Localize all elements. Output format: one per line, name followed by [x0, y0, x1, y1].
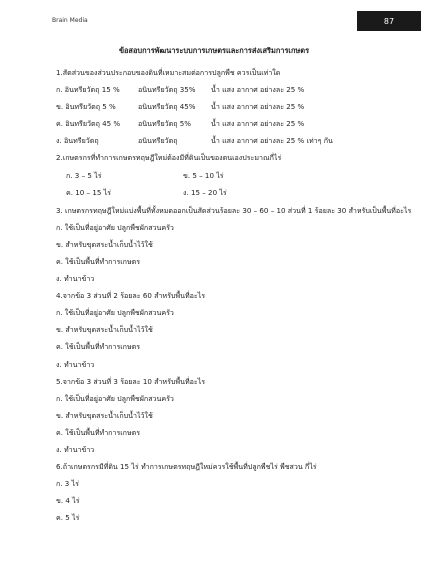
q5-option-c: ค. ใช้เป็นพื้นที่ทำการเกษตร: [56, 427, 141, 437]
option-col-2: อนินทรียวัตถุ: [138, 136, 178, 146]
q4-option-d: ง. ทำนาข้าว: [56, 359, 95, 369]
q2-option-a: ก. 3 – 5 ไร่: [66, 170, 102, 180]
option-col-3: น้ำ แสง อากาศ อย่างละ 25 %: [211, 119, 305, 129]
q4-option-c: ค. ใช้เป็นพื้นที่ทำการเกษตร: [56, 342, 141, 352]
option-col-3: น้ำ แสง อากาศ อย่างละ 25 %: [211, 85, 305, 95]
option-col-3: น้ำ แสง อากาศ อย่างละ 25 % เท่าๆ กัน: [211, 136, 333, 146]
option-col-3: น้ำ แสง อากาศ อย่างละ 25 %: [211, 102, 305, 112]
q3-option-d: ง. ทำนาข้าว: [56, 274, 95, 284]
question-4: 4.จากข้อ 3 ส่วนที่ 2 ร้อยละ 60 สำหรับพื้นที่อะไร: [56, 291, 206, 301]
question-2: 2.เกษตรกรที่ทำการเกษตรทฤษฎีใหม่ต้องมีที่ดินเป็นของตนเองประมาณกี่ไร่: [56, 153, 282, 163]
q3-option-a: ก. ใช้เป็นที่อยู่อาศัย ปลูกพืชผักสวนครัว: [56, 222, 174, 232]
q2-options-row-2: [56, 187, 416, 199]
q5-option-d: ง. ทำนาข้าว: [56, 444, 95, 454]
q3-option-b: ข. สำหรับขุดสระน้ำเก็บน้ำไว้ใช้: [56, 239, 153, 249]
q2-option-b: ข. 5 – 10 ไร่: [183, 170, 224, 180]
q4-option-b: ข. สำหรับขุดสระน้ำเก็บน้ำไว้ใช้: [56, 325, 153, 335]
option-col-1: ค. อินทรียวัตถุ 45 %: [56, 119, 121, 129]
question-5: 5.จากข้อ 3 ส่วนที่ 3 ร้อยละ 10 สำหรับพื้นที่อะไร: [56, 376, 206, 386]
option-col-1: ง. อินทรียวัตถุ: [56, 136, 99, 146]
question-3: 3. เกษตรกรทฤษฎีใหม่แบ่งพื้นที่ทั้งหมดออกเป็นสัดส่วนร้อยละ 30 – 60 – 10 ส่วนที่ 1 ร้อยละ 30 สำหรับเป็นพื้นที่อะไร: [56, 205, 412, 215]
q6-option-b: ข. 4 ไร่: [56, 496, 80, 506]
q1-option-b: [56, 101, 416, 113]
q5-option-a: ก. ใช้เป็นที่อยู่อาศัย ปลูกพืชผักสวนครัว: [56, 393, 174, 403]
option-col-1: ข. อินทรียวัตถุ 5 %: [56, 102, 116, 112]
q5-option-b: ข. สำหรับขุดสระน้ำเก็บน้ำไว้ใช้: [56, 410, 153, 420]
q2-option-d: ง. 15 – 20 ไร่: [183, 187, 227, 197]
question-1: 1.สัดส่วนของส่วนประกอบของดินที่เหมาะสมต่อการปลูกพืช ควรเป็นเท่าใด: [56, 68, 281, 77]
option-col-1: ก. อินทรียวัตถุ 15 %: [56, 85, 120, 95]
header-label: Brain Media: [52, 17, 88, 24]
option-col-2: อนินทรียวัตถุ 45%: [138, 102, 196, 112]
q2-options-row-1: [56, 170, 416, 182]
q2-option-c: ค. 10 – 15 ไร่: [66, 187, 111, 197]
q3-option-c: ค. ใช้เป็นพื้นที่ทำการเกษตร: [56, 256, 141, 266]
option-col-2: อนินทรียวัตถุ 5%: [138, 119, 191, 129]
document-title: ข้อสอบการพัฒนาระบบการเกษตรและการส่งเสริมการเกษตร: [118, 46, 310, 55]
q4-option-a: ก. ใช้เป็นที่อยู่อาศัย ปลูกพืชผักสวนครัว: [56, 308, 174, 318]
q1-option-a: [56, 84, 416, 96]
q1-option-c: [56, 118, 416, 130]
q6-option-c: ค. 5 ไร่: [56, 513, 80, 523]
page-number-badge: 87: [357, 11, 421, 31]
option-col-2: อนินทรียวัตถุ 35%: [138, 85, 196, 95]
question-list: [56, 67, 416, 529]
question-6: 6.ถ้าเกษตรกรมีที่ดิน 15 ไร่ ทำการเกษตรทฤษฎีใหม่ควรใช้พื้นที่ปลูกพืชไร่ พืชสวน กี่ไร่: [56, 462, 317, 472]
q6-option-a: ก. 3 ไร่: [56, 479, 79, 489]
q1-option-d: [56, 135, 416, 147]
